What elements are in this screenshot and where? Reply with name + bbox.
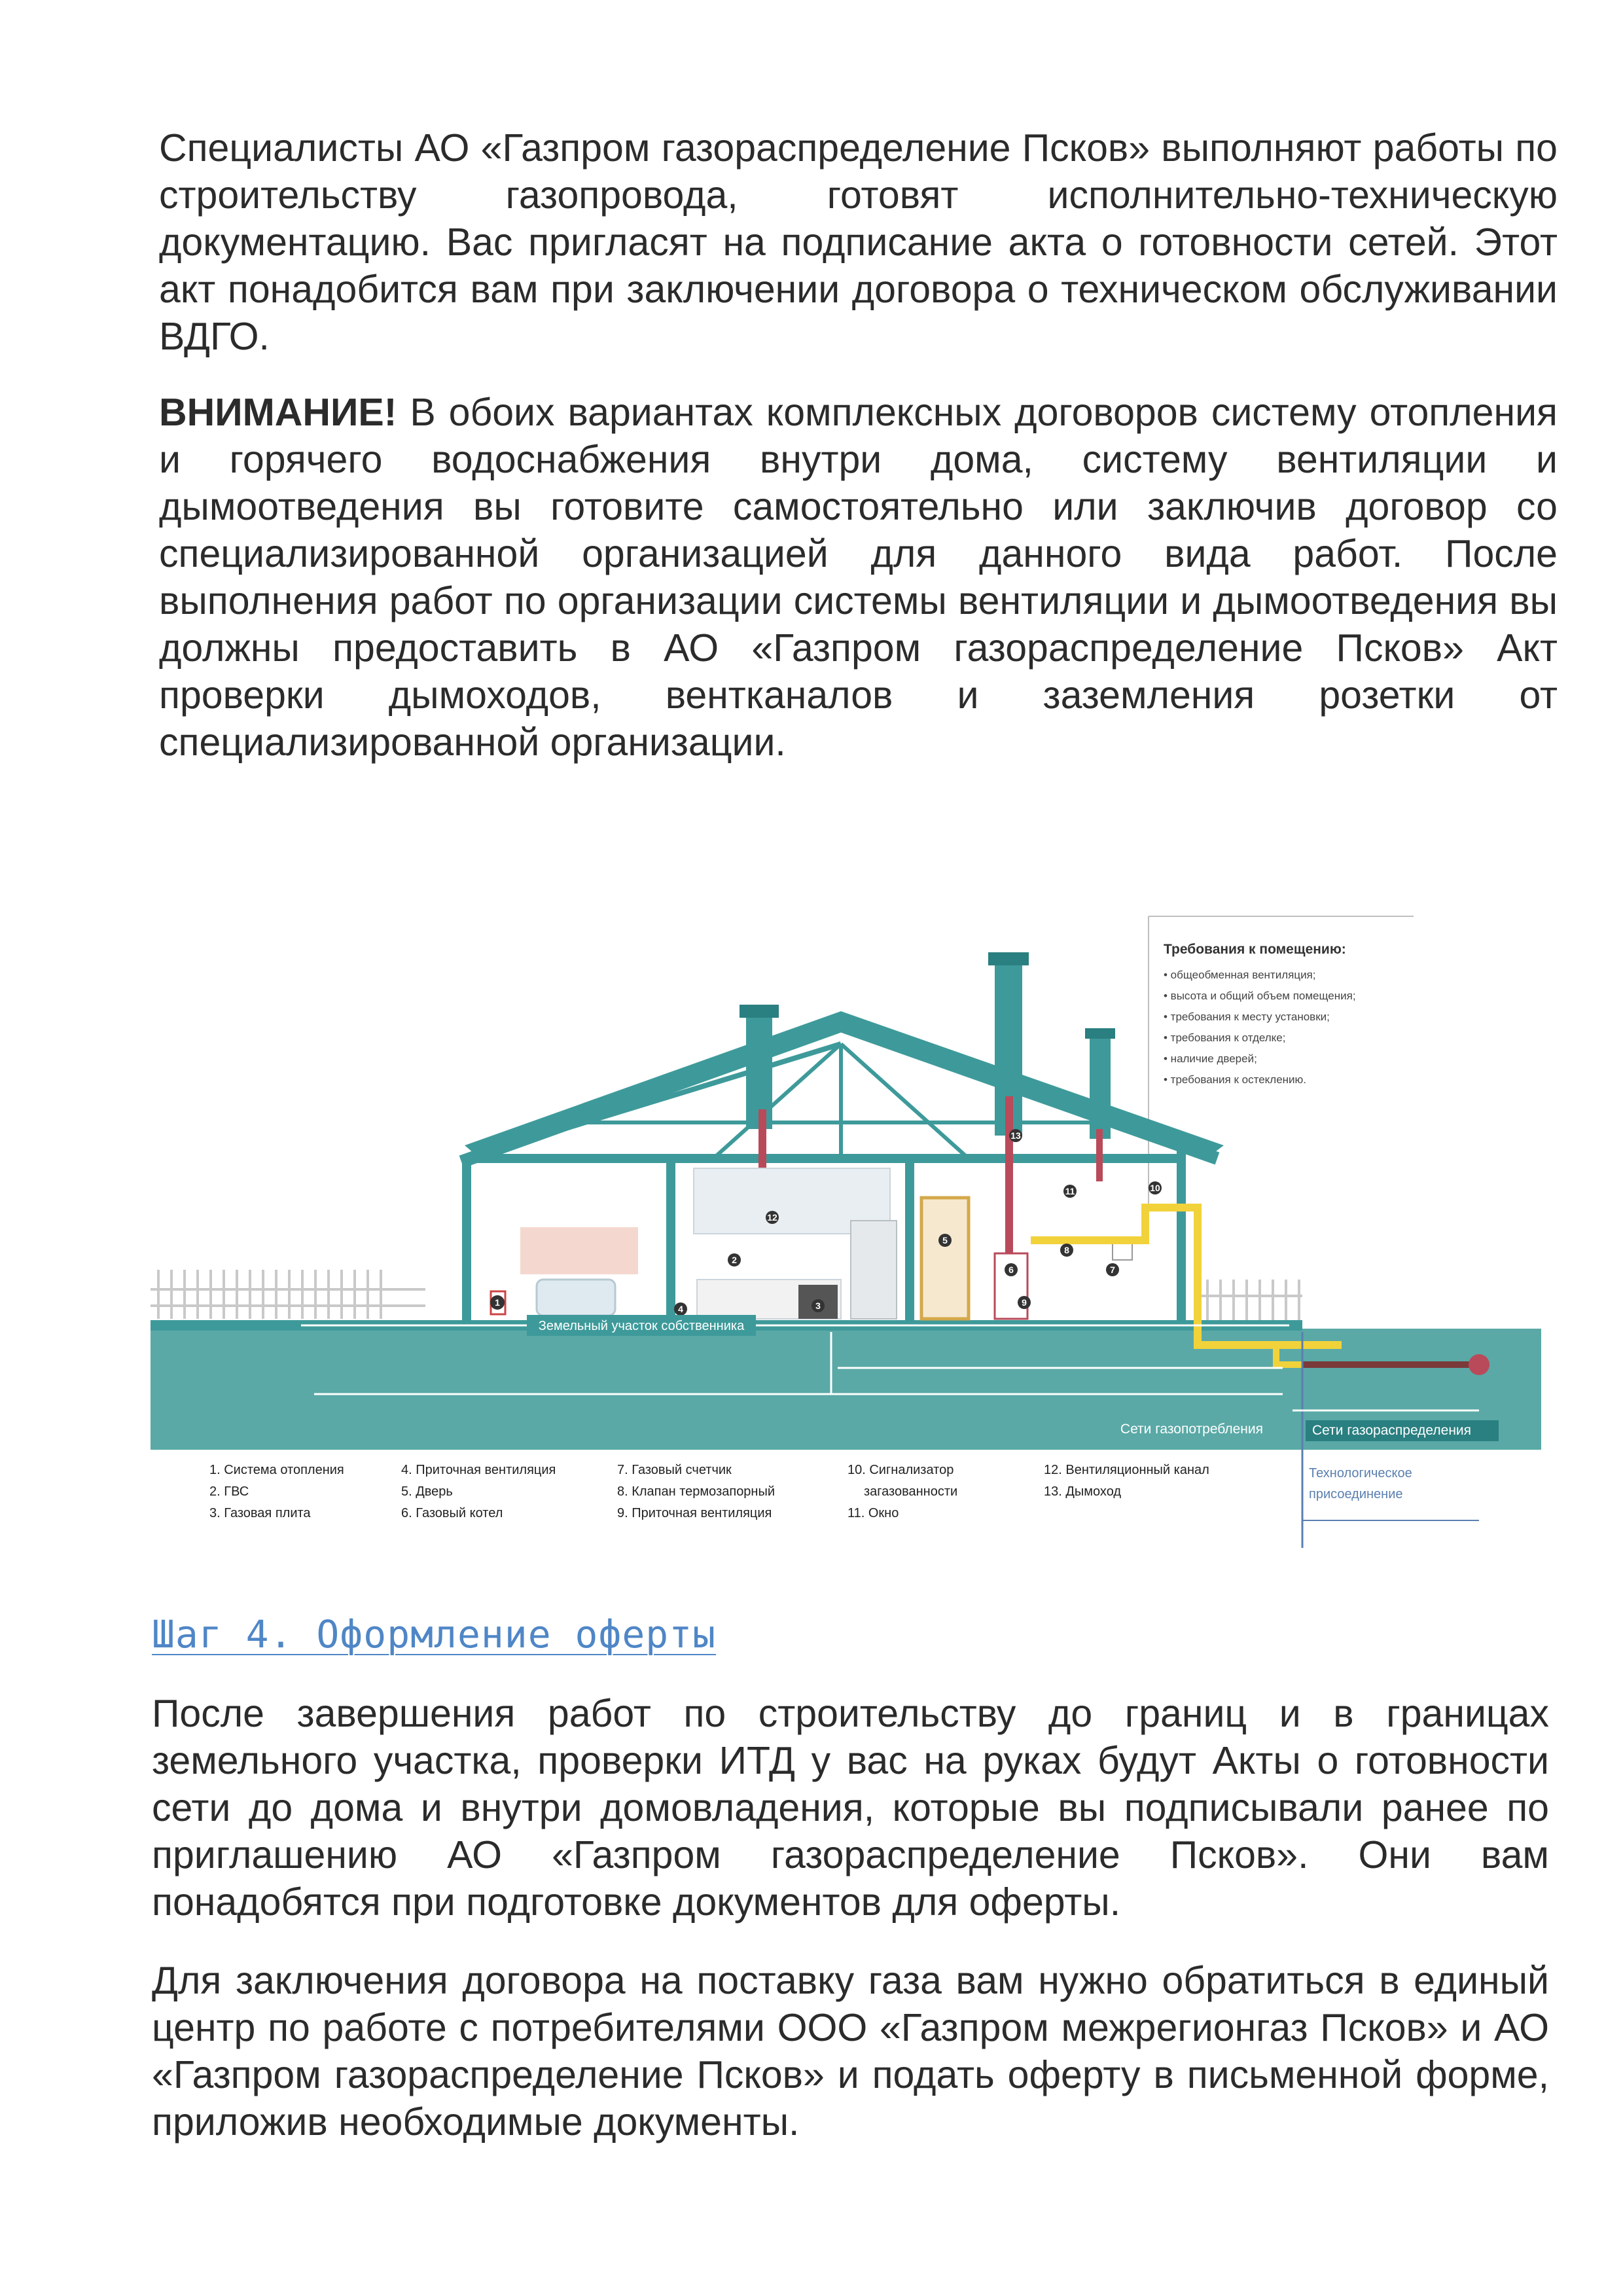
chimney-left-cap [740,1005,779,1018]
house-gas-diagram-svg [151,913,1564,1548]
door [921,1198,969,1319]
sofa [537,1280,615,1316]
requirement-item: • высота и общий объем помещения; [1164,990,1356,1002]
requirement-item: • требования к месту установки; [1164,1011,1330,1023]
requirement-item: • наличие дверей; [1164,1052,1257,1065]
fence-right [1198,1280,1302,1320]
legend-item: 11. Окно [847,1506,899,1520]
marker-12: 12 [767,1212,777,1223]
tech-connection-label-line2: присоединение [1309,1487,1403,1501]
marker-9: 9 [1022,1297,1027,1308]
distribution-pipe-end [1469,1354,1489,1375]
distribution-network-label: Сети газораспределения [1312,1423,1472,1438]
legend-item: 9. Приточная вентиляция [617,1506,772,1520]
marker-1: 1 [495,1297,500,1308]
house-gas-diagram [151,913,1564,1548]
marker-13: 13 [1010,1130,1021,1141]
requirement-item: • требования к отделке; [1164,1031,1286,1044]
tech-connection-label-line1: Технологическое [1309,1466,1412,1480]
legend-item: 2. ГВС [209,1484,249,1499]
legend-item: 3. Газовая плита [209,1506,311,1520]
paragraph-offer-acts: После завершения работ по строительству до границ и в границах земельного участка, проверки ИТД у вас на руках будут Акты о готовности сети до дома и внутри домовладения, которые вы подписывали ранее по приглашению АО «Газпром газораспределение Псков». Они вам понадобятся при подготовке документов для оферты. [152,1692,1549,1924]
attention-text: В обоих вариантах комплексных договоров систему отопления и горячего водоснабжения внутри дома, систему вентиляции и дымоотведения вы готовите самостоятельно или заключив договор со специализированной организацией для данного вида работ. После выполнения работ по организации системы вентиляции и дымоотведения вы должны предоставить в АО «Газпром газораспределение Псков» Акт проверки дымоходов, вентканалов и заземления розетки от специализированной организации. [159,391,1558,764]
wall-painting [520,1227,638,1274]
legend [209,1463,1209,1520]
chimney-right-cap [1085,1028,1115,1039]
legend-item: 6. Газовый котел [401,1506,503,1520]
legend-item: 1. Система отопления [209,1463,344,1477]
paragraph-offer-submission: Для заключения договора на поставку газа вам нужно обратиться в единый центр по работе с потребителями ООО «Газпром межрегионгаз Псков» и АО «Газпром газораспределение Псков» и подать оферту в письменной форме, приложив необходимые документы. [152,1959,1549,2144]
marker-3: 3 [815,1300,821,1311]
marker-11: 11 [1065,1186,1075,1196]
marker-2: 2 [732,1255,737,1265]
fence-left [151,1270,425,1319]
legend-item: загазованности [864,1484,958,1499]
legend-item: 10. Сигнализатор [847,1463,954,1477]
refrigerator [851,1221,897,1319]
marker-8: 8 [1064,1245,1069,1255]
consumption-network-label: Сети газопотребления [1120,1422,1263,1437]
legend-item: 13. Дымоход [1044,1484,1122,1499]
legend-item: 8. Клапан термозапорный [617,1484,776,1499]
marker-4: 4 [678,1304,683,1314]
marker-7: 7 [1110,1265,1115,1275]
chimney-center-cap [988,952,1029,965]
marker-5: 5 [942,1235,948,1246]
marker-6: 6 [1008,1265,1014,1275]
legend-item: 12. Вентиляционный канал [1044,1463,1209,1477]
requirement-item: • требования к остеклению. [1164,1073,1307,1086]
requirements-title: Требования к помещению: [1164,942,1346,957]
land-plot-label: Земельный участок собственника [538,1319,745,1333]
attention-label: ВНИМАНИЕ! [159,391,397,434]
legend-item: 5. Дверь [401,1484,453,1499]
marker-10: 10 [1150,1183,1160,1193]
chimney-right [1090,1034,1111,1139]
paragraph-contractor-works: Специалисты АО «Газпром газораспределение Псков» выполняют работы по строительству газопровода, готовят исполнительно-техническую документацию. Вас пригласят на подписание акта о готовности сетей. Этот акт понадобится вам при заключении договора о техническом обслуживании ВДГО. [159,126,1558,358]
step-4-heading: Шаг 4. Оформление оферты [152,1612,717,1657]
requirement-item: • общеобменная вентиляция; [1164,969,1316,981]
paragraph-attention [159,389,1558,766]
legend-item: 4. Приточная вентиляция [401,1463,556,1477]
legend-item: 7. Газовый счетчик [617,1463,732,1477]
